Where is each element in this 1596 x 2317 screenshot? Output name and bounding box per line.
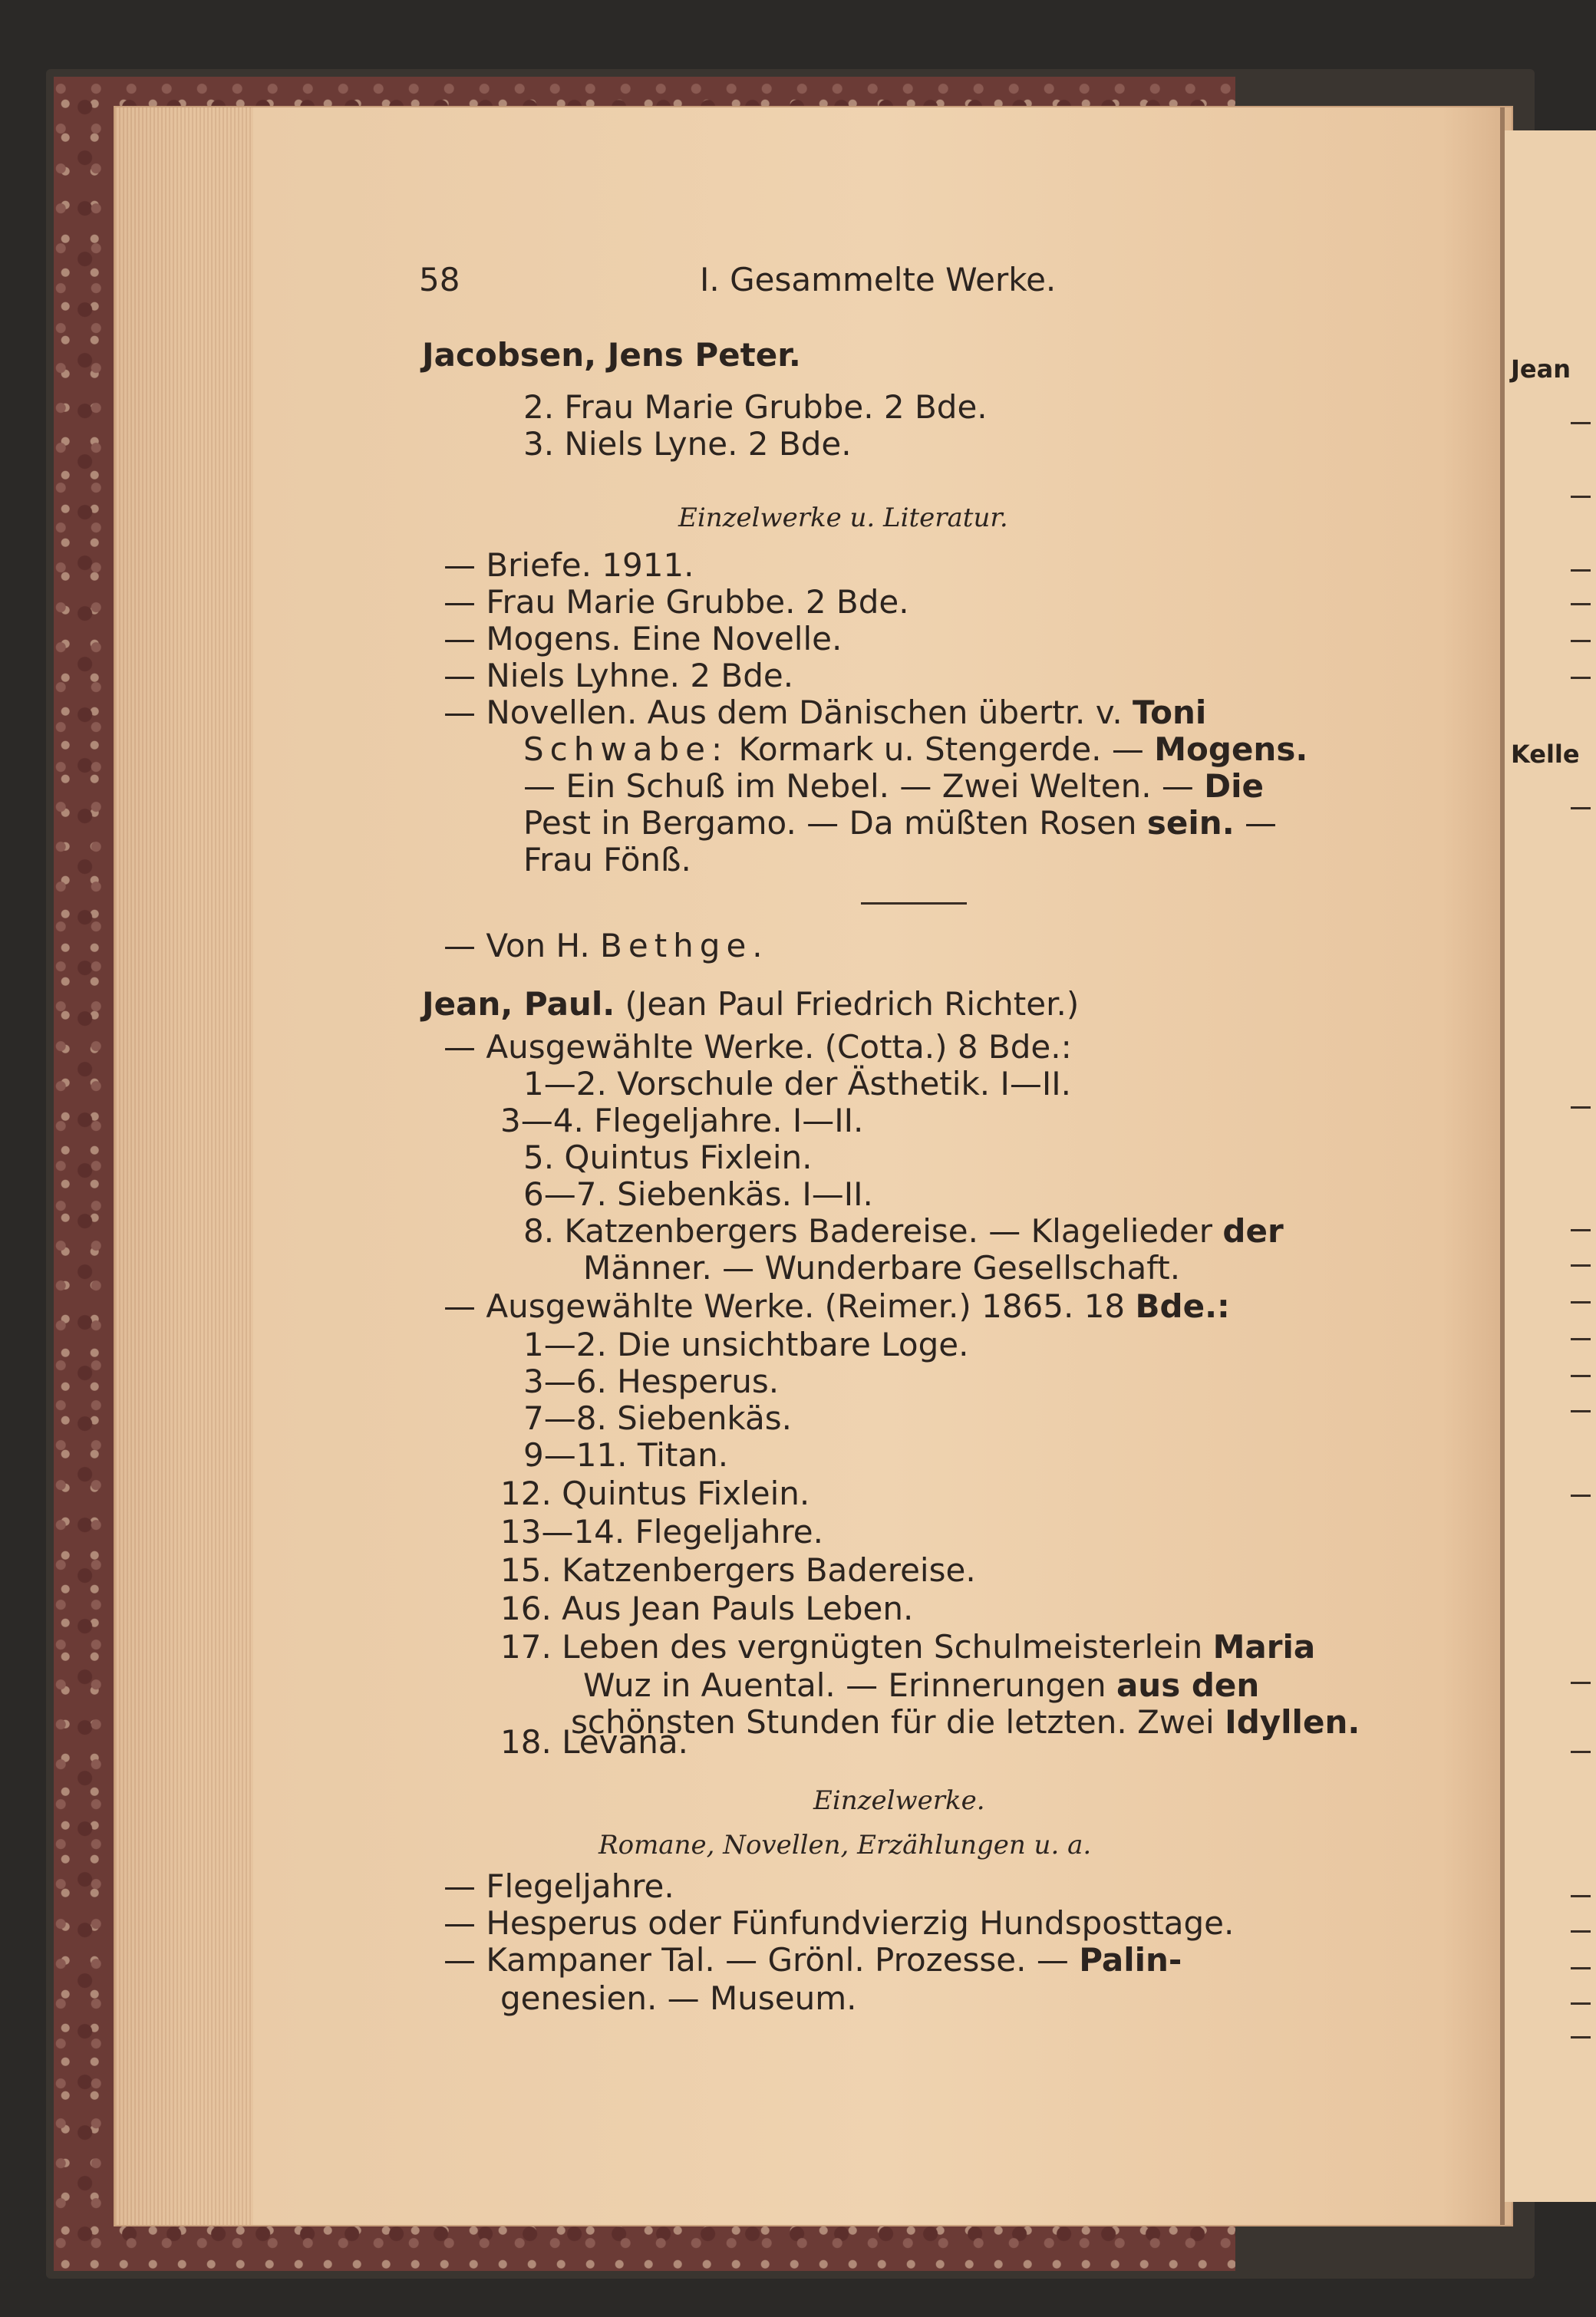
section-rule (861, 902, 967, 905)
list-item: 13—14. Flegeljahre. (500, 1513, 823, 1551)
list-item: 18. Levana. (500, 1723, 688, 1761)
page-number: 58 (419, 261, 460, 298)
list-item: — Von H. Bethge. (444, 927, 769, 964)
list-item: — Ausgewählte Werke. (Cotta.) 8 Bde.: (444, 1028, 1072, 1066)
running-head: I. Gesammelte Werke. (700, 261, 1057, 298)
list-item-cont: genesien. — Museum. (500, 1979, 857, 2017)
list-item: 3—4. Flegeljahre. I—II. (500, 1102, 864, 1139)
list-item: — Briefe. 1911. (444, 546, 694, 584)
right-page-sliver (1505, 130, 1596, 2202)
right-page-label-jean: Jean (1511, 354, 1571, 384)
list-item-cont: Schwabe: Kormark u. Stengerde. — Mogens. (523, 730, 1308, 768)
list-item: 12. Quintus Fixlein. (500, 1475, 810, 1512)
list-item-cont: schönsten Stunden für die letzten. Zwei Idyllen. (571, 1703, 1360, 1741)
list-item: — Niels Lyhne. 2 Bde. (444, 657, 794, 694)
list-item: — Frau Marie Grubbe. 2 Bde. (444, 583, 909, 621)
list-item: 16. Aus Jean Pauls Leben. (500, 1590, 914, 1627)
list-item-cont: Frau Fönß. (523, 841, 691, 878)
list-item: 9—11. Titan. (523, 1436, 729, 1474)
list-item: 2. Frau Marie Grubbe. 2 Bde. (523, 388, 988, 426)
list-item-cont: — Ein Schuß im Nebel. — Zwei Welten. — Die (523, 767, 1265, 805)
list-item: 17. Leben des vergnügten Schulmeisterlein Maria (500, 1628, 1316, 1666)
list-item: — Novellen. Aus dem Dänischen übertr. v. Toni (444, 694, 1207, 731)
list-item: — Flegeljahre. (444, 1867, 674, 1905)
list-item: 6—7. Siebenkäs. I—II. (523, 1175, 873, 1213)
author-heading-jean: Jean, Paul. (Jean Paul Friedrich Richter.) (422, 985, 1080, 1023)
section-subheading: Einzelwerke. (813, 1785, 985, 1816)
list-item: 7—8. Siebenkäs. (523, 1399, 792, 1437)
list-item: — Kampaner Tal. — Grönl. Prozesse. — Palin- (444, 1941, 1182, 1979)
list-item: 15. Katzenbergers Badereise. (500, 1551, 976, 1589)
list-item-cont: Pest in Bergamo. — Da müßten Rosen sein. — (523, 804, 1278, 842)
list-item: 1—2. Die unsichtbare Loge. (523, 1326, 969, 1363)
list-item: 5. Quintus Fixlein. (523, 1139, 813, 1176)
list-item: — Mogens. Eine Novelle. (444, 620, 843, 658)
list-item: 3. Niels Lyne. 2 Bde. (523, 425, 852, 463)
section-subheading: Einzelwerke u. Literatur. (678, 503, 1008, 533)
list-item-cont: Männer. — Wunderbare Gesellschaft. (583, 1249, 1181, 1287)
list-item: 8. Katzenbergers Badereise. — Klagelieder der (523, 1212, 1284, 1250)
page-edges (115, 107, 253, 2225)
list-item-cont: Wuz in Auental. — Erinnerungen aus den (583, 1666, 1260, 1704)
list-item: — Ausgewählte Werke. (Reimer.) 1865. 18 Bde.: (444, 1287, 1230, 1325)
list-item: 1—2. Vorschule der Ästhetik. I—II. (523, 1065, 1071, 1102)
section-subheading: Romane, Novellen, Erzählungen u. a. (598, 1830, 1092, 1861)
list-item: — Hesperus oder Fünfundvierzig Hundsposttage. (444, 1904, 1235, 1942)
list-item: 3—6. Hesperus. (523, 1363, 780, 1400)
right-page-label-kelle: Kelle (1511, 740, 1580, 769)
author-heading-jacobsen: Jacobsen, Jens Peter. (422, 336, 801, 374)
